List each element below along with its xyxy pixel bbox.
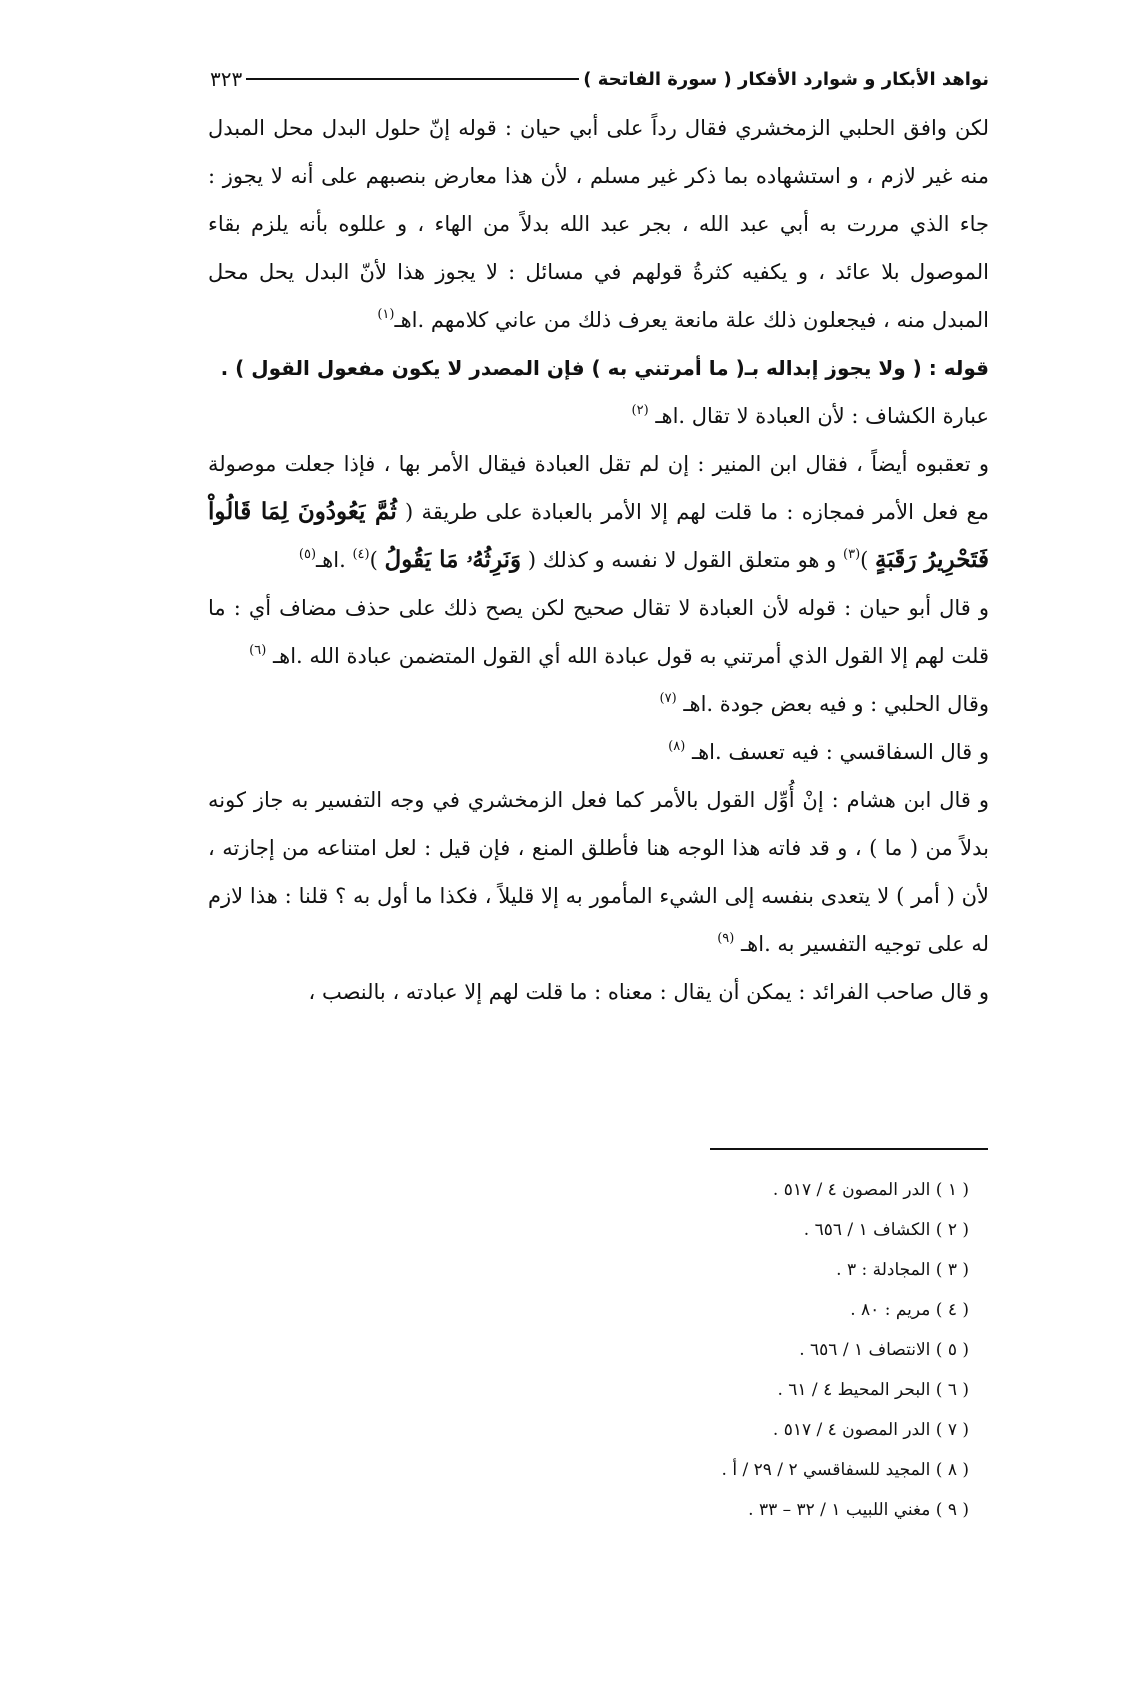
footnote-ref: (٩) [717,931,735,946]
header-rule [246,78,579,80]
paragraph-text: و قال صاحب الفرائد : يمكن أن يقال : معناه : ما قلت لهم إلا عبادته ، بالنصب ، [308,980,989,1004]
footnote-ref: (١) [377,307,395,322]
paragraph-1 [208,104,989,344]
footnote-ref: (٤) [352,547,370,562]
paragraph-text: لكن وافق الحلبي الزمخشري فقال رداً على أبي حيان : قوله إنّ حلول البدل محل المبدل منه غير لازم ، و استشهاده بما ذكر غير مسلم ، لأن هذا معارض بنصبهم على أنه لا يجوز : جاء الذي مررت به أبي عبد الله ، بجر عبد الله بدلاً من الهاء ، و عللوه بأنه يلزم بقاء الموصول بلا عائد ، و يكفيه كثرةُ قولهم في مسائل : لا يجوز هذا لأنّ البدل يحل محل المبدل منه ، فيجعلون ذلك علة مانعة يعرف ذلك من عاني كلامهم .اهـ [208,116,990,332]
paragraph-text: و هو متعلق القول لا نفسه و كذلك ( [527,548,837,572]
footnote-item: ( ٣ ) المجادلة : ٣ . [836,1260,969,1280]
paragraph-text: عبارة الكشاف : لأن العبادة لا تقال .اهـ [655,404,989,428]
footnote-ref: (٥) [298,547,317,562]
paragraph-text: ) [369,548,378,572]
paragraph-text: قوله : ( ولا يجوز إبداله بـ( ما أمرتني به ) فإن المصدر لا يكون مفعول القول ) . [220,356,989,380]
quran-verse: ثُمَّ يَعُودُونَ لِمَا قَالُواْ فَتَحْرِيرُ رَقَبَةٍ [208,498,989,573]
paragraph-text: و قال ابن هشام : إنْ أُوِّل القول بالأمر كما فعل الزمخشري في وجه التفسير به جاز كونه بدلاً من ( ما ) ، و قد فاته هذا الوجه هنا فأطلق المنع ، فإن قيل : لعل امتناعه من إجازته ، لأن ( أمر ) لا يتعدى بنفسه إلى الشيء المأمور به إلا قليلاً ، فكذا ما أول به ؟ قلنا : هذا لازم له على توجيه التفسير به .اهـ [208,788,989,956]
running-header [210,62,989,96]
footnote-ref: (٨) [668,739,686,754]
paragraph-8 [208,776,989,968]
footnote-ref: (٣) [843,547,861,562]
paragraph-text: وقال الحلبي : و فيه بعض جودة .اهـ [683,692,989,716]
paragraph-4 [208,440,989,584]
paragraph-text: ) [860,548,869,572]
paragraph-text: و قال السفاقسي : فيه تعسف .اهـ [691,740,989,764]
footnote-item: ( ٤ ) مريم : ٨٠ . [850,1300,969,1320]
header-title: نواهد الأبكار و شوارد الأفكار ( سورة الفاتحة ) [583,68,989,90]
paragraph-5 [208,584,989,680]
main-text [208,104,989,1016]
paragraph-text: و قال أبو حيان : قوله لأن العبادة لا تقال صحيح لكن يصح ذلك على حذف مضاف أي : ما قلت لهم إلا القول الذي أمرتني به قول عبادة الله أي القول المتضمن عبادة الله .اهـ [208,596,989,668]
footnote-item: ( ٦ ) البحر المحيط ٤ / ٦١ . [777,1380,969,1400]
paragraph-7 [208,728,989,776]
paragraph-6 [208,680,989,728]
footnote-item: ( ١ ) الدر المصون ٤ / ٥١٧ . [772,1180,969,1200]
footnote-item: ( ٨ ) المجيد للسفاقسي ٢ / ٢٩ / أ . [721,1460,969,1480]
footnote-ref: (٢) [631,403,649,418]
paragraph-3 [208,392,989,440]
footnote-ref: (٧) [659,691,677,706]
footnote-separator [710,1148,988,1150]
paragraph-9 [208,968,989,1016]
quran-verse: وَنَرِثُهُۥ مَا يَقُولُ [384,546,522,573]
paragraph-text: .اهـ [316,548,346,572]
footnote-ref: (٦) [249,643,267,658]
footnote-item: ( ٥ ) الانتصاف ١ / ٦٥٦ . [799,1340,969,1360]
footnote-item: ( ٢ ) الكشاف ١ / ٦٥٦ . [803,1220,969,1240]
page-number: ٣٢٣ [210,67,243,91]
footnote-item: ( ٧ ) الدر المصون ٤ / ٥١٧ . [772,1420,969,1440]
footnotes [400,1170,969,1530]
footnote-item: ( ٩ ) مغني اللبيب ١ / ٣٢ – ٣٣ . [748,1500,969,1520]
paragraph-2-heading [208,344,989,392]
paragraph-text: و تعقبوه أيضاً ، فقال ابن المنير : إن لم تقل العبادة فيقال الأمر بها ، فإذا جعلت موصولة مع فعل الأمر فمجازه : ما قلت لهم إلا الأمر بالعبادة على طريقة ( [208,452,989,524]
